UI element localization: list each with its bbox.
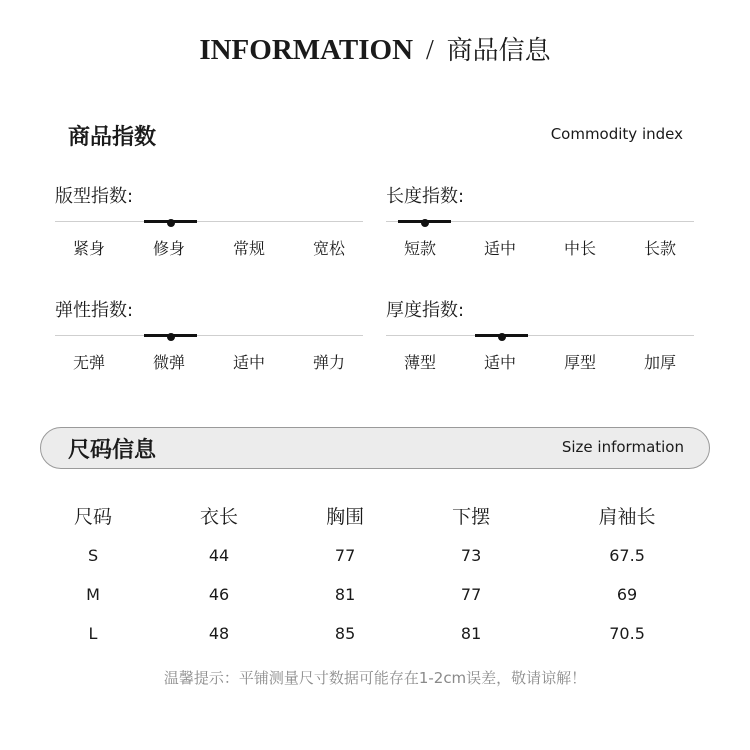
- index-option: 薄型: [403, 353, 436, 372]
- index-group-elasticity: [55, 296, 363, 322]
- header-title-zh: 商品信息: [446, 36, 551, 66]
- index-group-thickness: [386, 296, 694, 322]
- table-cell: 44: [208, 546, 230, 565]
- table-cell: 81: [460, 624, 482, 643]
- table-cell: 70.5: [609, 624, 645, 643]
- size-section-subtitle: Size information: [561, 438, 684, 456]
- index-option: 长款: [643, 239, 676, 258]
- index-option: 短款: [403, 239, 436, 258]
- scale-indicator-dot: [167, 333, 175, 341]
- index-option: 无弹: [72, 353, 105, 372]
- index-option: 修身: [152, 239, 185, 258]
- table-cell: M: [86, 585, 100, 604]
- column-header: 衣长: [200, 505, 239, 528]
- column-header: 下摆: [452, 505, 491, 528]
- scale-line: [386, 335, 694, 336]
- table-row: [30, 536, 720, 575]
- index-option: 宽松: [312, 239, 345, 258]
- table-row: [30, 614, 720, 653]
- index-group-fit: [55, 182, 363, 208]
- column-header: 胸围: [326, 505, 365, 528]
- scale-indicator-dot: [167, 219, 175, 227]
- index-option: 适中: [232, 353, 265, 372]
- index-option: 常规: [232, 239, 265, 258]
- index-label: 版型指数:: [55, 186, 134, 207]
- index-options: [381, 350, 699, 373]
- header-title-en: INFORMATION: [199, 34, 414, 66]
- index-option: 厚型: [563, 353, 596, 372]
- index-label: 长度指数:: [386, 186, 465, 207]
- table-cell: 85: [334, 624, 356, 643]
- measurement-note: 温馨提示：平铺测量尺寸数据可能存在1-2cm误差，敬请谅解！: [163, 669, 587, 687]
- table-cell: 77: [334, 546, 356, 565]
- table-cell: 69: [616, 585, 638, 604]
- commodity-section-subtitle: Commodity index: [550, 125, 683, 143]
- index-label: 弹性指数:: [55, 300, 134, 321]
- index-label: 厚度指数:: [386, 300, 465, 321]
- index-option: 中长: [563, 239, 596, 258]
- table-header-row: [30, 494, 720, 536]
- index-option: 微弹: [152, 353, 185, 372]
- index-option: 适中: [483, 353, 516, 372]
- index-options: [50, 236, 368, 259]
- table-row: [30, 575, 720, 614]
- commodity-section-title: 商品指数: [68, 125, 157, 150]
- size-table: [30, 494, 720, 653]
- page-header: [0, 30, 750, 67]
- table-cell: 46: [208, 585, 230, 604]
- table-cell: S: [87, 546, 99, 565]
- scale-line: [55, 335, 363, 336]
- table-cell: 73: [460, 546, 482, 565]
- size-section-title: 尺码信息: [68, 438, 157, 463]
- index-options: [50, 350, 368, 373]
- index-option: 紧身: [72, 239, 105, 258]
- index-option: 加厚: [643, 353, 676, 372]
- scale-indicator-dot: [498, 333, 506, 341]
- scale-line: [55, 221, 363, 222]
- index-option: 弹力: [312, 353, 345, 372]
- table-cell: 81: [334, 585, 356, 604]
- index-option: 适中: [483, 239, 516, 258]
- table-cell: 77: [460, 585, 482, 604]
- table-cell: L: [88, 624, 98, 643]
- scale-indicator-dot: [421, 219, 429, 227]
- column-header: 尺码: [74, 505, 113, 528]
- table-cell: 48: [208, 624, 230, 643]
- index-group-length: [386, 182, 694, 208]
- index-options: [381, 236, 699, 259]
- header-separator: /: [425, 35, 434, 66]
- table-cell: 67.5: [609, 546, 645, 565]
- column-header: 肩袖长: [598, 505, 656, 528]
